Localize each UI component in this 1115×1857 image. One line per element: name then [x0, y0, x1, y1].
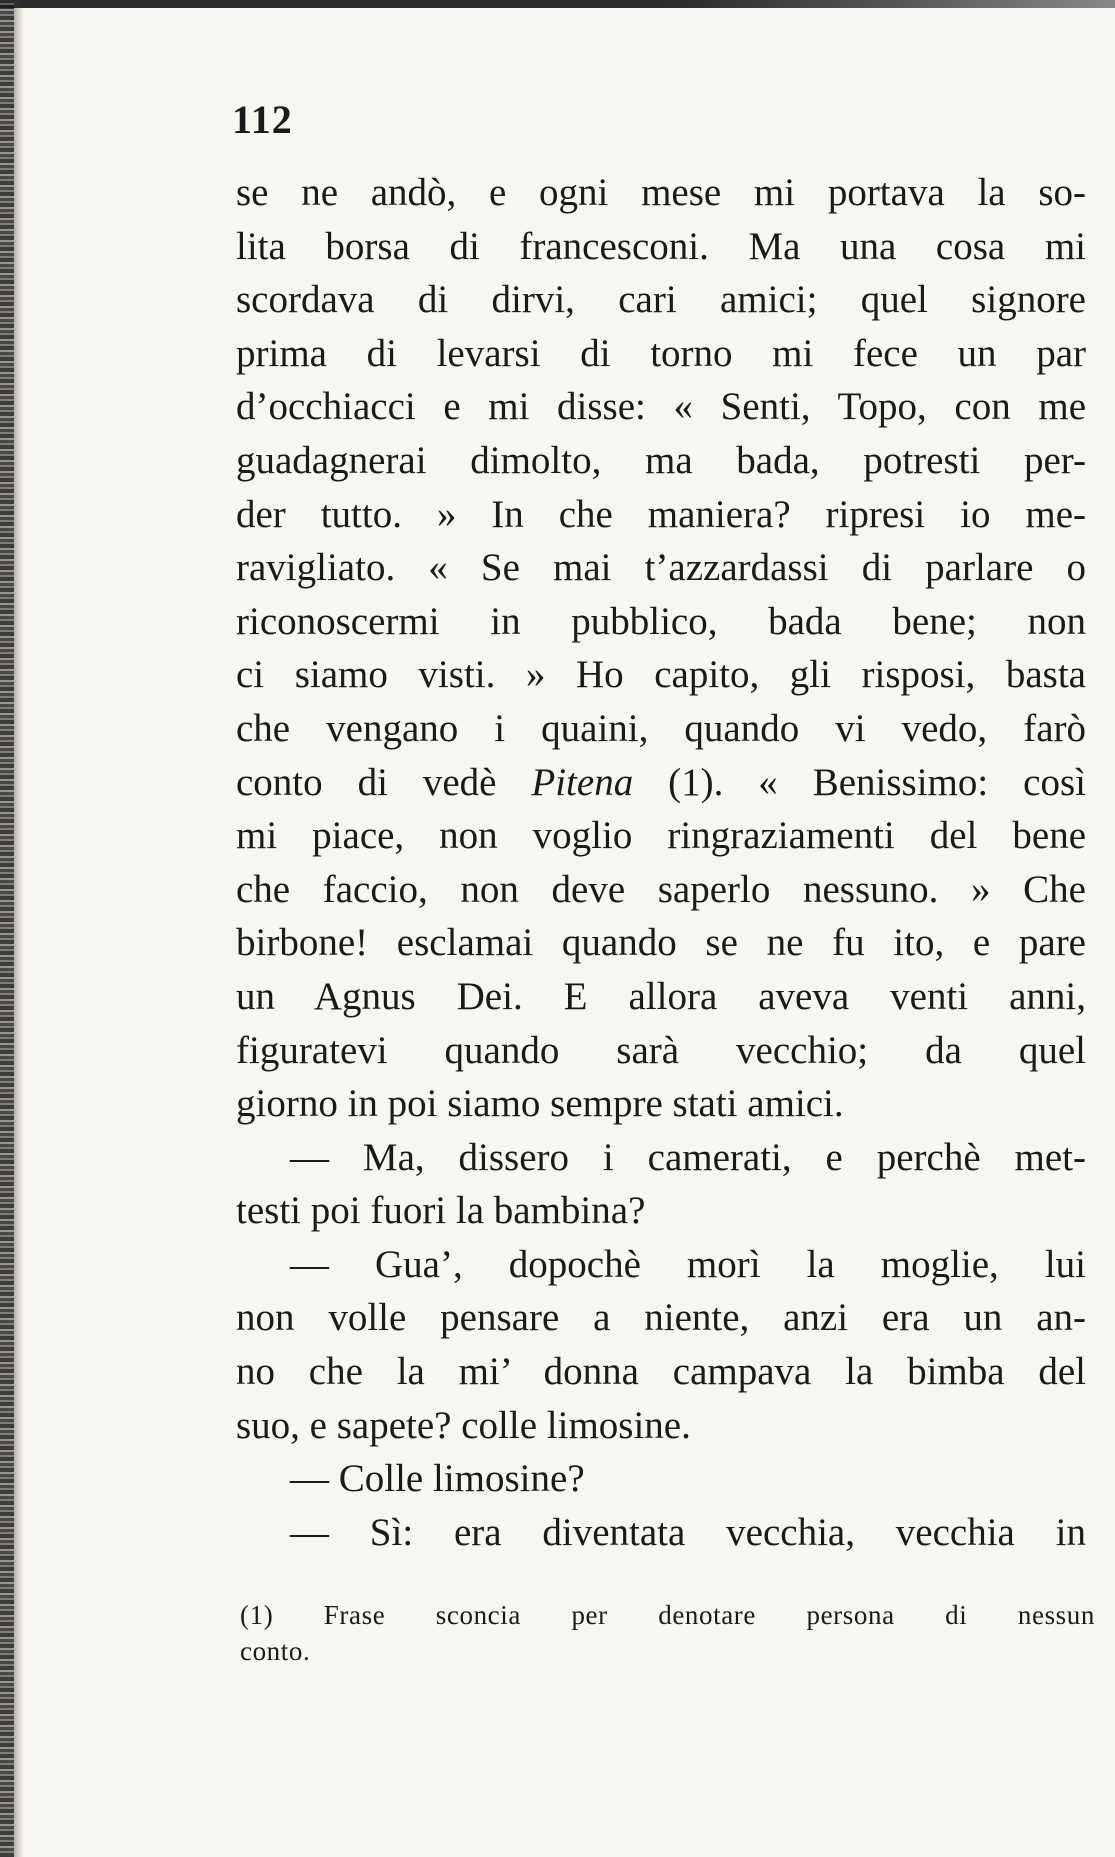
body-text-line: ravigliato. « Se mai t’azzardassi di parlare o — [236, 546, 1086, 590]
body-text-line: guadagnerai dimolto, ma bada, potresti per- — [236, 438, 1086, 482]
body-text-line: — Ma, dissero i camerati, e perchè met- — [290, 1135, 1086, 1179]
body-text-line: conto di vedè Pitena (1). « Benissimo: così — [236, 760, 1086, 804]
body-text-line: der tutto. » In che maniera? ripresi io me- — [236, 492, 1086, 536]
body-text-line: un Agnus Dei. E allora aveva venti anni, — [236, 974, 1086, 1018]
page-top-edge — [0, 0, 1115, 8]
page-number: 112 — [232, 97, 293, 142]
body-text-line: che faccio, non deve saperlo nessuno. » Che — [236, 867, 1086, 911]
body-text-line: — Colle limosine? — [290, 1457, 585, 1501]
body-text-line: no che la mi’ donna campava la bimba del — [236, 1350, 1086, 1394]
body-text-line: suo, e sapete? colle limosine. — [236, 1403, 691, 1447]
body-text-line: lita borsa di francesconi. Ma una cosa mi — [236, 224, 1086, 268]
body-text-line: giorno in poi siamo sempre stati amici. — [236, 1082, 844, 1126]
body-text-line: — Gua’, dopochè morì la moglie, lui — [290, 1242, 1086, 1286]
body-text-line: d’occhiacci e mi disse: « Senti, Topo, con me — [236, 385, 1086, 429]
body-text-line: che vengano i quaini, quando vi vedo, farò — [236, 706, 1086, 750]
book-binding-edge — [0, 0, 14, 1857]
body-text-line: se ne andò, e ogni mese mi portava la so- — [236, 171, 1086, 214]
body-text — [236, 166, 1086, 1559]
body-text-line: ci siamo visti. » Ho capito, gli risposi, basta — [236, 653, 1086, 697]
body-text-line: mi piace, non voglio ringraziamenti del bene — [236, 814, 1086, 858]
body-text-line: birbone! esclamai quando se ne fu ito, e pare — [236, 921, 1086, 965]
footnote-line: conto. — [240, 1636, 311, 1666]
footnotes — [240, 1597, 1095, 1669]
binding-shadow — [14, 0, 24, 1857]
body-text-line: riconoscermi in pubblico, bada bene; non — [236, 599, 1086, 643]
body-text-line: prima di levarsi di torno mi fece un par — [236, 331, 1086, 375]
footnote-line: (1) Frase sconcia per denotare persona di nessun — [240, 1600, 1095, 1630]
body-text-line: non volle pensare a niente, anzi era un an- — [236, 1296, 1086, 1340]
body-text-line: testi poi fuori la bambina? — [236, 1189, 646, 1233]
body-text-line: — Sì: era diventata vecchia, vecchia in — [290, 1510, 1086, 1554]
body-text-line: figuratevi quando sarà vecchio; da quel — [236, 1028, 1086, 1072]
body-text-line: scordava di dirvi, cari amici; quel signore — [236, 278, 1086, 322]
italic-word: Pitena — [531, 760, 634, 804]
